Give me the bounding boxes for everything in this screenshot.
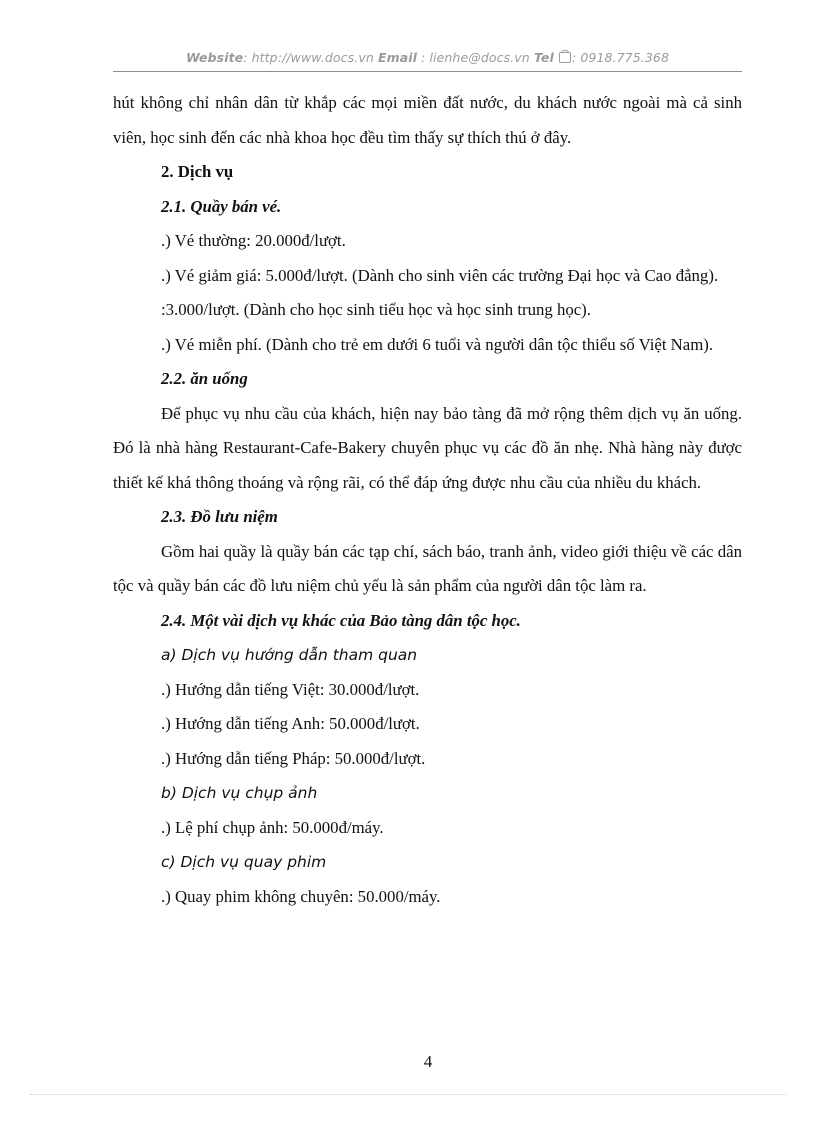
tel-value: : 0918.775.368 bbox=[571, 50, 670, 65]
website-label: Website bbox=[185, 50, 244, 65]
header-divider bbox=[113, 71, 742, 72]
guide-french: .) Hướng dẫn tiếng Pháp: 50.000đ/lượt. bbox=[161, 748, 426, 768]
ticket-discount: .) Vé giảm giá: 5.000đ/lượt. (Dành cho sinh viên các trường Đại học và Cao đẳng). bbox=[161, 265, 719, 285]
intro-paragraph: hút không chỉ nhân dân từ khắp các mọi miền đất nước, du khách nước ngoài mà cả sinh viên, học sinh đến các nhà khoa học đều tìm thấy sự thích thú ở đây. bbox=[113, 93, 742, 147]
page-header bbox=[113, 50, 742, 70]
section-2-1-heading: 2.1. Quầy bán vé. bbox=[161, 196, 282, 216]
section-2-4-heading: 2.4. Một vài dịch vụ khác của Bảo tàng dân tộc học. bbox=[161, 610, 521, 630]
ticket-regular: .) Vé thường: 20.000đ/lượt. bbox=[161, 231, 346, 250]
section-2-2-heading: 2.2. ăn uống bbox=[161, 369, 248, 388]
guide-english: .) Hướng dẫn tiếng Anh: 50.000đ/lượt. bbox=[161, 714, 420, 733]
section-2-2-text: Để phục vụ nhu cầu của khách, hiện nay bảo tàng đã mở rộng thêm dịch vụ ăn uống. Đó là nhà hàng Restaurant-Cafe-Bakery chuyên phục vụ các đồ ăn nhẹ. Nhà hàng này được thiết kế khá thông thoáng và rộng rãi, có thể đáp ứng được nhu cầu của nhiều du khách. bbox=[113, 403, 742, 492]
sub-heading-a: a) Dịch vụ hướng dẫn tham quan bbox=[161, 646, 418, 664]
film-fee: .) Quay phim không chuyên: 50.000/máy. bbox=[161, 886, 441, 906]
sub-heading-b: b) Dịch vụ chụp ảnh bbox=[161, 784, 318, 802]
photo-fee: .) Lệ phí chụp ảnh: 50.000đ/máy. bbox=[161, 817, 384, 837]
phone-icon bbox=[559, 52, 571, 63]
ticket-free: .) Vé miễn phí. (Dành cho trẻ em dưới 6 tuổi và người dân tộc thiểu số Việt Nam). bbox=[161, 334, 714, 354]
section-2-heading: 2. Dịch vụ bbox=[161, 162, 234, 181]
section-2-3-heading: 2.3. Đồ lưu niệm bbox=[161, 507, 278, 526]
tel-label: Tel bbox=[533, 50, 554, 65]
section-2-3-text: Gồm hai quầy là quầy bán các tạp chí, sách báo, tranh ảnh, video giới thiệu về các dân tộc và quầy bán các đồ lưu niệm chủ yếu là sản phẩm của người dân tộc làm ra. bbox=[113, 541, 742, 595]
page-number: 4 bbox=[423, 1052, 433, 1071]
ticket-pupil: :3.000/lượt. (Dành cho học sinh tiểu học và học sinh trung học). bbox=[161, 300, 591, 319]
sub-heading-c: c) Dịch vụ quay phim bbox=[161, 853, 327, 871]
guide-vietnamese: .) Hướng dẫn tiếng Việt: 30.000đ/lượt. bbox=[161, 679, 420, 699]
document-body bbox=[113, 86, 742, 914]
email-label: Email bbox=[377, 50, 418, 65]
footer-divider bbox=[30, 1094, 786, 1095]
email-value: : lienhe@docs.vn bbox=[421, 50, 530, 65]
website-value: : http://www.docs.vn bbox=[243, 50, 374, 65]
